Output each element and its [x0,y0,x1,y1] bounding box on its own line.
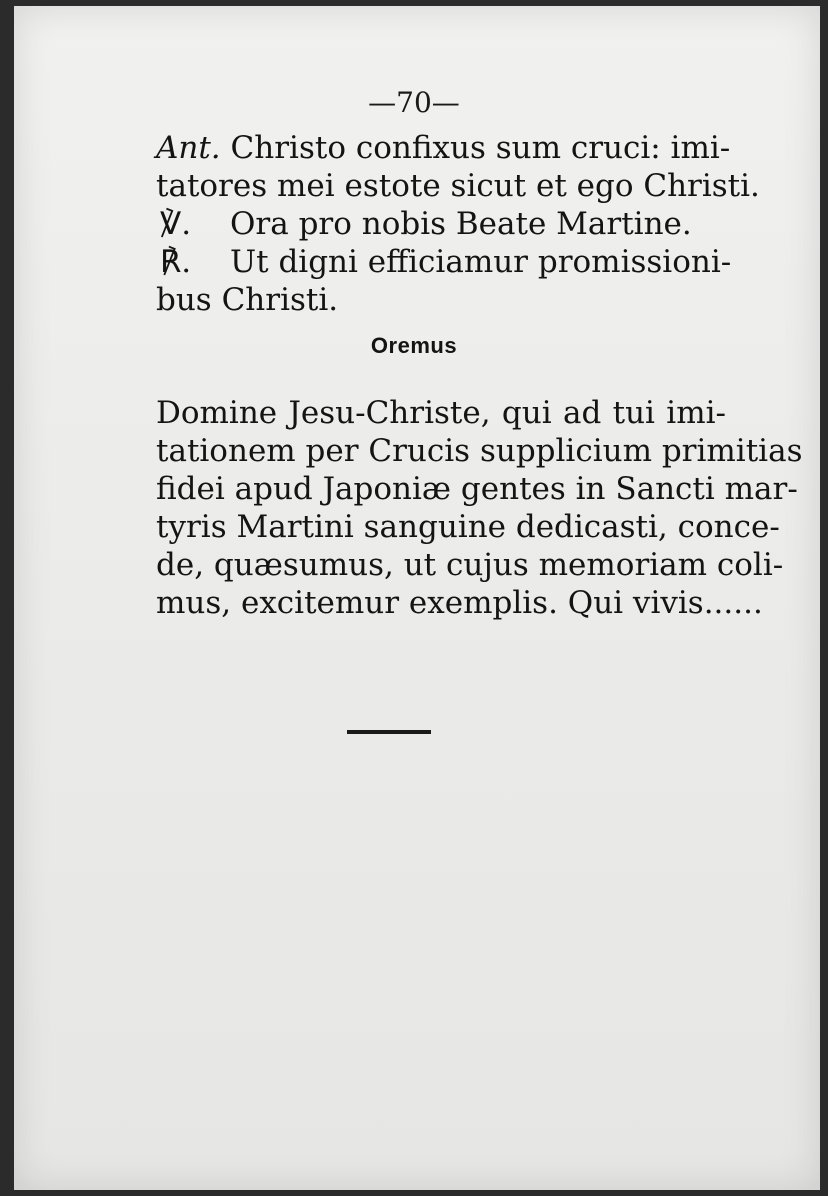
versicle-line [156,205,726,243]
response-symbol: ℟. [160,244,192,280]
prayer-line: mus, excitemur exemplis. Qui vivis...... [156,585,763,621]
antiphon-label: Ant. [156,130,221,166]
closing-rule [347,730,431,734]
versicle-text: Ora pro nobis Beate Martine. [230,206,692,242]
versicle-block [156,205,726,243]
oremus-heading: Oremus [370,333,458,358]
antiphon-line-1 [156,129,731,167]
antiphon-block [156,129,760,205]
antiphon-line-2: tatores mei estote sicut et ego Christi. [156,168,760,204]
prayer-line: de, quæsumus, ut cujus memoriam coli- [156,547,784,583]
prayer-block [156,394,803,622]
page-number: —70— [368,86,460,119]
prayer-line: tyris Martini sanguine dedicasti, conce- [156,509,780,545]
versicle-symbol: ℣. [160,206,192,242]
prayer-line: tationem per Crucis supplicium primitias [156,433,803,469]
response-block [156,243,732,319]
response-line-1-text: Ut digni efficiamur promissioni- [230,244,732,280]
response-line-2: bus Christi. [156,282,339,318]
response-line-1 [156,243,732,281]
prayer-line: Domine Jesu-Christe, qui ad tui imi- [156,395,726,431]
antiphon-line-1-text: Christo confixus sum cruci: imi- [230,130,731,166]
prayer-line: fidei apud Japoniæ gentes in Sancti mar- [156,471,798,507]
